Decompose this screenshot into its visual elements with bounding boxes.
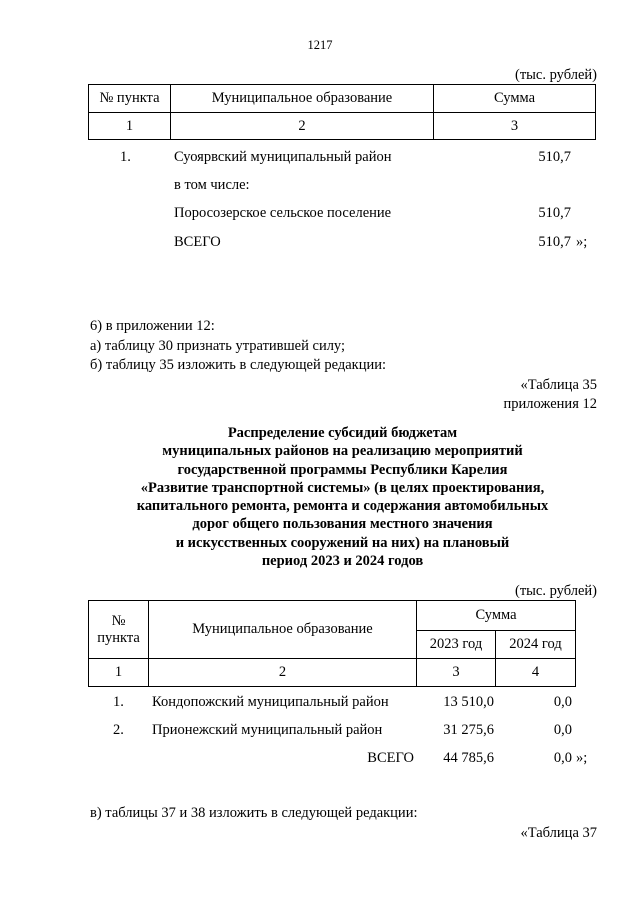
table2-header-num: № пункта: [89, 601, 149, 659]
units-label: (тыс. рублей): [515, 583, 597, 599]
table1-header: [88, 84, 596, 140]
table-heading: [90, 424, 595, 570]
table1-row-name: Суоярвский муниципальный район: [174, 149, 392, 165]
table2-row-2023: 31 275,6: [443, 722, 494, 738]
table2-header-year-2023: 2023 год: [417, 631, 496, 659]
table1-row-value: 510,7: [538, 149, 571, 165]
table2-total-label: ВСЕГО: [367, 750, 414, 766]
paragraph: в) таблицы 37 и 38 изложить в следующей редакции:: [90, 805, 418, 821]
table1-header-sum: Сумма: [434, 85, 596, 113]
table2-row-2023: 13 510,0: [443, 694, 494, 710]
heading-line: период 2023 и 2024 годов: [261, 553, 424, 570]
table2-header: [88, 600, 576, 687]
paragraph: а) таблицу 30 признать утратившей силу;: [90, 338, 346, 354]
table1-colnum-2: 2: [171, 113, 434, 140]
heading-line: капитального ремонта, ремонта и содержания автомобильных: [136, 498, 549, 515]
table-ref-line2: приложения 12: [503, 396, 597, 412]
table2-row-num: 1.: [113, 694, 124, 710]
table2-total-suffix: »;: [576, 750, 588, 766]
page-number: 1217: [307, 38, 333, 52]
heading-line: и искусственных сооружений на них) на плановый: [175, 534, 510, 551]
table2-total-2023: 44 785,6: [443, 750, 494, 766]
table-ref-line1: «Таблица 35: [520, 377, 597, 393]
table2-header-sum: Сумма: [417, 601, 576, 631]
table2-colnum-4: 4: [496, 659, 576, 687]
heading-line: Распределение субсидий бюджетам: [227, 425, 458, 441]
table2-colnum-2: 2: [149, 659, 417, 687]
table2-colnum-1: 1: [89, 659, 149, 687]
table1-total-label: ВСЕГО: [174, 234, 221, 250]
heading-line: дорог общего пользования местного значения: [192, 516, 493, 533]
table2-total-2024: 0,0: [553, 750, 572, 766]
heading-line: муниципальных районов на реализацию мероприятий: [162, 443, 523, 460]
table1-total-suffix: »;: [576, 234, 588, 250]
table1-colnum-1: 1: [89, 113, 171, 140]
paragraph: 6) в приложении 12:: [90, 318, 215, 334]
table2-row-2024: 0,0: [553, 694, 572, 710]
table1-row-num: 1.: [120, 149, 131, 165]
table2-header-year-2024: 2024 год: [496, 631, 576, 659]
table2-row-2024: 0,0: [553, 722, 572, 738]
table-ref-37: «Таблица 37: [520, 825, 597, 841]
table1-colnum-3: 3: [434, 113, 596, 140]
paragraph: б) таблицу 35 изложить в следующей редакции:: [90, 357, 387, 373]
heading-line: «Развитие транспортной системы» (в целях проектирования,: [140, 479, 545, 496]
table2-colnum-3: 3: [417, 659, 496, 687]
table1-total-value: 510,7: [538, 234, 571, 250]
table2-row-name: Кондопожский муниципальный район: [152, 694, 389, 710]
table2-row-name: Прионежский муниципальный район: [152, 722, 383, 738]
heading-line: государственной программы Республики Карелия: [177, 461, 508, 478]
table1-row-name: Поросозерское сельское поселение: [174, 205, 392, 221]
table1-header-name: Муниципальное образование: [171, 85, 434, 113]
table2-header-name: Муниципальное образование: [149, 601, 417, 659]
table1-header-num: № пункта: [89, 85, 171, 113]
table1-row-value: 510,7: [538, 205, 571, 221]
table1-row-name: в том числе:: [174, 177, 250, 193]
table2-row-num: 2.: [113, 722, 124, 738]
units-label: (тыс. рублей): [515, 67, 597, 83]
